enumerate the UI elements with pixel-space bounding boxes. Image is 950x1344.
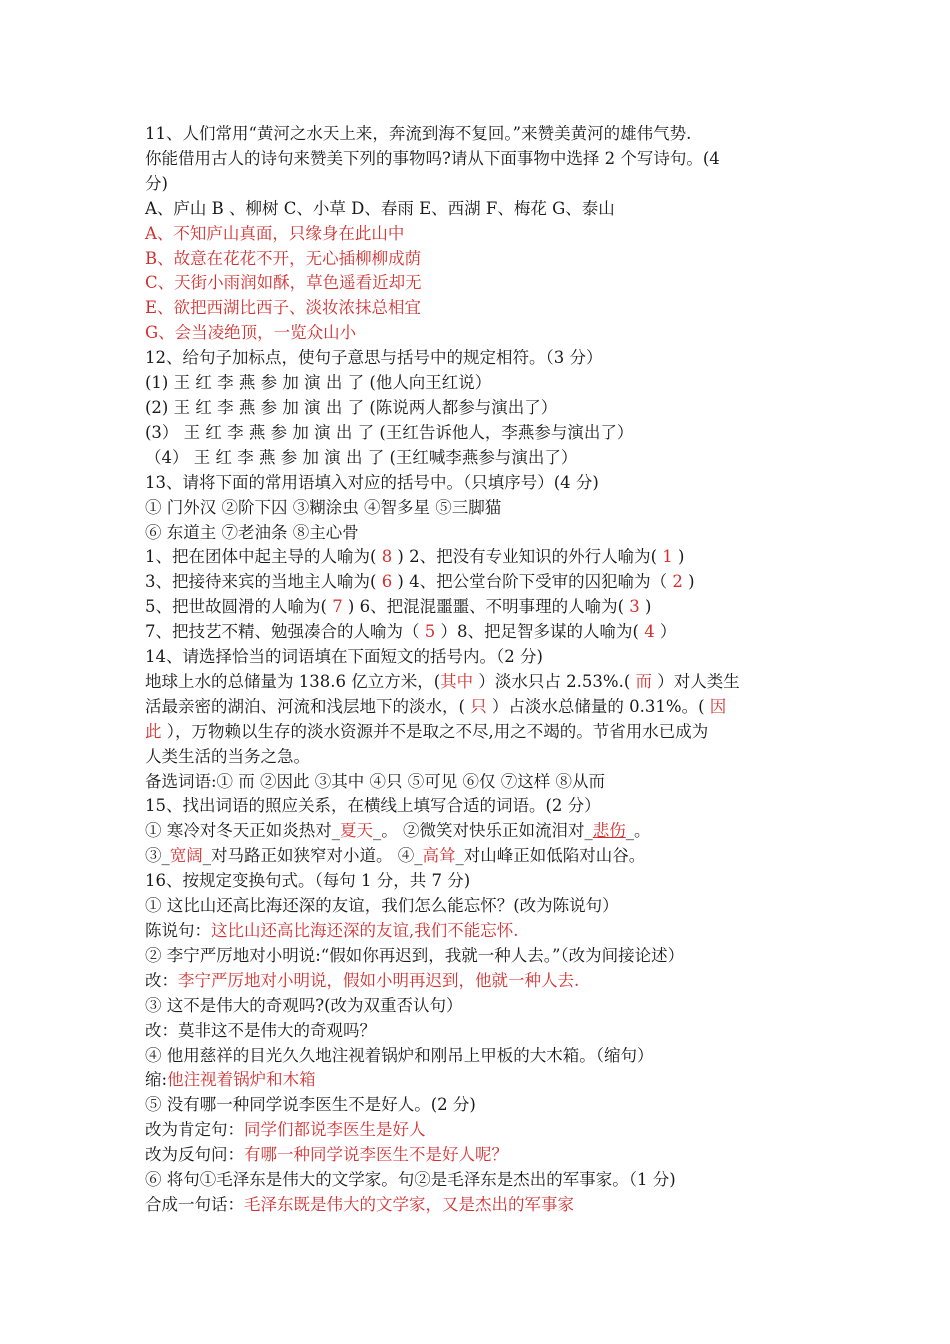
answer-text: 毛泽东既是伟大的文学家，又是杰出的军事家 — [244, 1194, 574, 1214]
question-text: ) 6、把混混噩噩、不明事理的人喻为( — [342, 597, 630, 617]
question-text: 改为肯定句： — [145, 1120, 244, 1140]
question-text: 缩: — [145, 1070, 168, 1090]
text-line — [145, 944, 815, 969]
text-line — [145, 595, 815, 620]
text-line — [145, 396, 815, 421]
question-text: 改为反句问： — [145, 1145, 244, 1165]
question-text: 15、找出词语的照应关系，在横线上填写合适的词语。(2 分） — [145, 796, 601, 816]
answer-text: 因 — [709, 696, 727, 716]
answer-text: 1 — [662, 547, 673, 567]
question-text: ③_ — [145, 846, 170, 866]
text-line — [145, 471, 815, 496]
question-text: ）占淡水总储量的 0.31%。( — [486, 696, 710, 716]
question-text: 陈说句： — [145, 921, 211, 940]
text-line — [145, 869, 815, 894]
question-text: ③ 这不是伟大的奇观吗?(改为双重否认句） — [145, 995, 463, 1015]
text-line — [145, 695, 815, 720]
answer-text: 4 — [644, 622, 655, 642]
text-line — [145, 1143, 815, 1168]
text-line — [145, 321, 815, 346]
text-line — [145, 645, 815, 670]
question-text: ） — [654, 622, 677, 642]
text-line — [145, 1068, 815, 1093]
answer-text: C、天街小雨润如酥，草色遥看近却无 — [145, 273, 422, 293]
question-text: ① 寒冷对冬天正如炎热对 — [145, 821, 332, 841]
text-line — [145, 844, 815, 869]
answer-text: 8 — [381, 547, 393, 567]
question-text: ），万物赖以生存的淡水资源并不是取之不尽,用之不竭的。节省用水已成为 — [161, 721, 709, 741]
text-line — [145, 1093, 815, 1118]
text-line — [145, 545, 815, 570]
answer-text: B、故意在花花不开，无心插柳柳成荫 — [145, 248, 422, 268]
question-text: 5、把世故圆滑的人喻为( — [145, 597, 333, 617]
text-line — [145, 570, 815, 595]
answer-text: 悲伤 — [592, 821, 626, 841]
text-line — [145, 147, 815, 172]
question-text: ）对人类生 — [652, 671, 740, 691]
question-text: ) — [639, 597, 652, 617]
text-line — [145, 1193, 815, 1218]
question-text: 改： — [145, 970, 178, 990]
question-text: _。 ②微笑对快乐正如流泪对 — [373, 821, 585, 841]
answer-text: 7 — [332, 597, 343, 617]
answer-text: 5 — [424, 622, 436, 642]
text-line — [145, 794, 815, 819]
text-line — [145, 446, 815, 471]
question-text: _对马路正如狭窄对小道。 ④_ — [202, 846, 423, 866]
question-text: (1) 王 红 李 燕 参 加 演 出 了 (他人向王红说） — [145, 373, 492, 393]
text-line — [145, 371, 815, 396]
text-line — [145, 421, 815, 446]
answer-text: 有哪一种同学说李医生不是好人呢？ — [244, 1145, 508, 1165]
text-line — [145, 271, 815, 296]
question-text: _对山峰正如低陷对山谷。 — [455, 846, 646, 866]
question-text: 1、把在团体中起主导的人喻为( — [145, 547, 382, 567]
text-line — [145, 770, 815, 795]
text-line — [145, 346, 815, 371]
text-line — [145, 122, 815, 147]
question-text: 活最亲密的湖泊、河流和浅层地下的淡水，( — [145, 696, 471, 716]
answer-text: 6 — [381, 572, 393, 592]
answer-text: 而 — [635, 671, 653, 691]
question-text: _ — [331, 821, 340, 841]
text-line — [145, 521, 815, 546]
question-text: _。 — [625, 821, 651, 841]
question-text: 12、给句子加标点，使句子意思与括号中的规定相符。（3 分） — [145, 348, 603, 368]
question-text: 3、把接待来宾的当地主人喻为( — [145, 572, 382, 592]
text-line — [145, 1118, 815, 1143]
answer-text: 他注视着锅炉和木箱 — [167, 1070, 316, 1090]
question-text: 分) — [145, 173, 168, 193]
question-text: _ — [584, 821, 593, 841]
answer-text: 夏天 — [340, 821, 373, 841]
question-text: 改：莫非这不是伟大的奇观吗？ — [145, 1020, 376, 1040]
question-text: 13、请将下面的常用语填入对应的括号中。（只填序号）(4 分) — [145, 472, 599, 492]
text-line — [145, 819, 815, 844]
answer-text: 3 — [629, 597, 640, 617]
question-text: ① 这比山还高比海还深的友谊，我们怎么能忘怀？(改为陈说句） — [145, 896, 619, 916]
text-line — [145, 919, 815, 944]
question-text: 地球上水的总储量为 138.6 亿立方米，( — [145, 671, 441, 691]
text-line — [145, 1168, 815, 1193]
question-text: (2) 王 红 李 燕 参 加 演 出 了 (陈说两人都参与演出了） — [145, 397, 558, 417]
question-text: ) 2、把没有专业知识的外行人喻为( — [392, 547, 663, 567]
question-text: ① 门外汉 ②阶下囚 ③糊涂虫 ④智多星 ⑤三脚猫 — [145, 497, 502, 517]
text-line — [145, 620, 815, 645]
answer-text: G、会当凌绝顶，一览众山小 — [145, 323, 357, 343]
question-text: 14、请选择恰当的词语填在下面短文的括号内。（2 分) — [145, 647, 543, 667]
question-text: 16、按规定变换句式。（每句 1 分，共 7 分) — [145, 871, 471, 891]
text-line — [145, 745, 815, 770]
question-text: （4） 王 红 李 燕 参 加 演 出 了 (王红喊李燕参与演出了） — [145, 447, 578, 467]
text-line — [145, 720, 815, 745]
text-line — [145, 1019, 815, 1044]
text-line — [145, 670, 815, 695]
answer-text: 只 — [470, 696, 487, 716]
question-text: 人类生活的当务之急。 — [145, 746, 310, 766]
text-line — [145, 1044, 815, 1069]
document-page — [145, 122, 815, 1218]
answer-text: 宽阔 — [169, 846, 203, 866]
text-line — [145, 894, 815, 919]
question-text: 7、把技艺不精、勉强凑合的人喻为（ — [145, 622, 425, 642]
question-text: ④ 他用慈祥的目光久久地注视着锅炉和刚吊上甲板的大木箱。（缩句） — [145, 1045, 654, 1065]
answer-text: 2 — [672, 572, 683, 592]
answer-text: 其中 — [440, 671, 474, 691]
answer-text: 李宁严厉地对小明说，假如小明再迟到，他就一种人去. — [178, 970, 580, 990]
answer-text: 这比山还高比海还深的友谊,我们不能忘怀. — [211, 921, 519, 940]
question-text: A、庐山 B 、柳树 C、小草 D、春雨 E、西湖 F、梅花 G、泰山 — [145, 198, 615, 218]
text-line — [145, 969, 815, 994]
question-text: 你能借用古人的诗句来赞美下列的事物吗?请从下面事物中选择 2 个写诗句。(4 — [145, 148, 720, 168]
text-line — [145, 994, 815, 1019]
question-text: ）淡水只占 2.53%.( — [473, 671, 636, 691]
text-line — [145, 496, 815, 521]
text-line — [145, 172, 815, 197]
question-text: 11、人们常用“黄河之水天上来，奔流到海不复回。”来赞美黄河的雄伟气势. — [145, 124, 692, 143]
text-line — [145, 222, 815, 247]
question-text: ⑥ 将句①毛泽东是伟大的文学家。句②是毛泽东是杰出的军事家。（1 分) — [145, 1170, 676, 1190]
answer-text: 同学们都说李医生是好人 — [244, 1120, 426, 1140]
answer-text: 此 — [145, 721, 162, 741]
question-text: ) — [682, 572, 695, 592]
question-text: ) 4、把公堂台阶下受审的囚犯喻为（ — [392, 572, 673, 592]
answer-text: E、欲把西湖比西子、淡妆浓抹总相宜 — [145, 298, 422, 318]
text-line — [145, 296, 815, 321]
question-text: ）8、把足智多谋的人喻为( — [435, 622, 645, 642]
question-text: ② 李宁严厉地对小明说:“假如你再迟到，我就一种人去。”（改为间接论述） — [145, 945, 685, 965]
question-text: ) — [672, 547, 685, 567]
question-text: ⑤ 没有哪一种同学说李医生不是好人。(2 分) — [145, 1095, 476, 1115]
question-text: ⑥ 东道主 ⑦老油条 ⑧主心骨 — [145, 522, 359, 542]
answer-text: A、不知庐山真面，只缘身在此山中 — [145, 223, 405, 243]
text-line — [145, 197, 815, 222]
question-text: (3） 王 红 李 燕 参 加 演 出 了 (王红告诉他人，李燕参与演出了） — [145, 422, 634, 442]
text-line — [145, 247, 815, 272]
answer-text: 高耸 — [422, 846, 456, 866]
question-text: 备选词语:① 而 ②因此 ③其中 ④只 ⑤可见 ⑥仅 ⑦这样 ⑧从而 — [145, 771, 606, 791]
question-text: 合成一句话： — [145, 1194, 244, 1214]
